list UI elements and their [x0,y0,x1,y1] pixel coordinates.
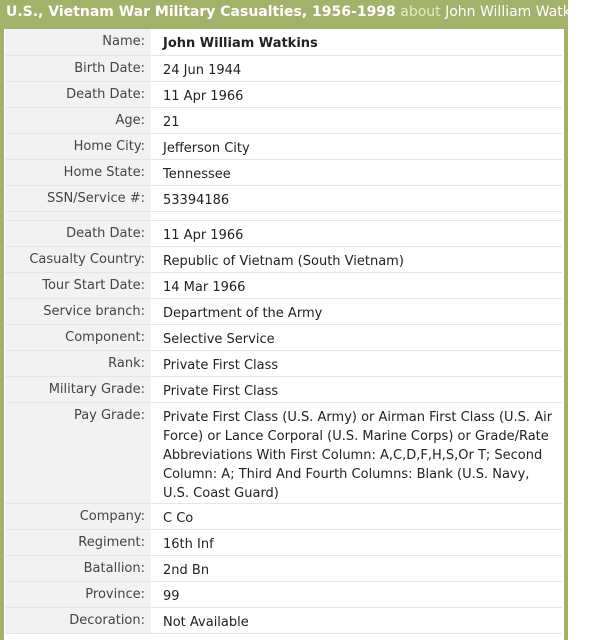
record-row-death-date [5,81,562,107]
field-value: 24 Jun 1944 [151,55,562,81]
field-value: Selective Service [151,324,562,350]
field-label: Age: [5,107,151,133]
field-label: Tour Start Date: [5,272,151,298]
record-row-pay-grade [5,402,562,503]
field-label: Province: [5,581,151,607]
record-row-tour-start-date [5,272,562,298]
record-row-birth-date [5,55,562,81]
record-row-batallion [5,555,562,581]
field-label: Home State: [5,159,151,185]
record-header [0,0,591,25]
section-divider [5,211,562,220]
field-value: John William Watkins [151,29,562,55]
record-row-province [5,581,562,607]
record-row-home-state [5,159,562,185]
field-label: Decoration: [5,607,151,633]
field-value: Department of the Army [151,298,562,324]
record-row-company [5,503,562,529]
record-row-component [5,324,562,350]
field-label: Birth Date: [5,55,151,81]
divider-value-cell [151,211,562,220]
field-value: C Co [151,503,562,529]
field-value: Not Available [151,607,562,633]
record-row-casualty-country [5,246,562,272]
field-value: Jefferson City [151,133,562,159]
record-row-regiment [5,529,562,555]
field-label: Component: [5,324,151,350]
field-value: Private First Class [151,350,562,376]
about-text: about [400,4,441,20]
field-label: Pay Grade: [5,402,151,503]
record-row-home-city [5,133,562,159]
field-value: 53394186 [151,185,562,211]
collection-title-link[interactable]: U.S., Vietnam War Military Casualties, 1956-1998 [6,4,396,20]
field-label: Death Date: [5,220,151,246]
record-row-military-grade [5,376,562,402]
record-panel [4,29,564,640]
field-value: 11 Apr 1966 [151,220,562,246]
field-value: 16th Inf [151,529,562,555]
field-label: Death Date: [5,81,151,107]
field-label: Home City: [5,133,151,159]
person-name-link[interactable]: John William Watkins [445,4,591,20]
record-row-service-branch [5,298,562,324]
divider-label-cell [5,211,151,220]
record-row-decoration [5,607,562,633]
field-value: Private First Class (U.S. Army) or Airman First Class (U.S. Air Force) or Lance Corporal (U.S. Marine Corps) or Grade/Rate Abbreviations With First Column: A,C,D,F,H,S,Or T; Second Column: A; Third And Fourth Columns: Blank (U.S. Navy, U.S. Coast Guard) [151,402,562,503]
field-value: Tennessee [151,159,562,185]
record-table [5,29,562,634]
record-row-name [5,29,562,55]
field-label: Service branch: [5,298,151,324]
field-label: Company: [5,503,151,529]
field-label: Name: [5,29,151,55]
field-value: 99 [151,581,562,607]
field-value: 11 Apr 1966 [151,81,562,107]
field-value: Republic of Vietnam (South Vietnam) [151,246,562,272]
field-label: Casualty Country: [5,246,151,272]
field-label: Batallion: [5,555,151,581]
record-row-age [5,107,562,133]
record-row-death-date-2 [5,220,562,246]
record-row-ssn [5,185,562,211]
field-label: SSN/Service #: [5,185,151,211]
record-row-rank [5,350,562,376]
field-value: 14 Mar 1966 [151,272,562,298]
field-label: Regiment: [5,529,151,555]
field-value: Private First Class [151,376,562,402]
field-label: Military Grade: [5,376,151,402]
field-value: 21 [151,107,562,133]
field-label: Rank: [5,350,151,376]
field-value: 2nd Bn [151,555,562,581]
